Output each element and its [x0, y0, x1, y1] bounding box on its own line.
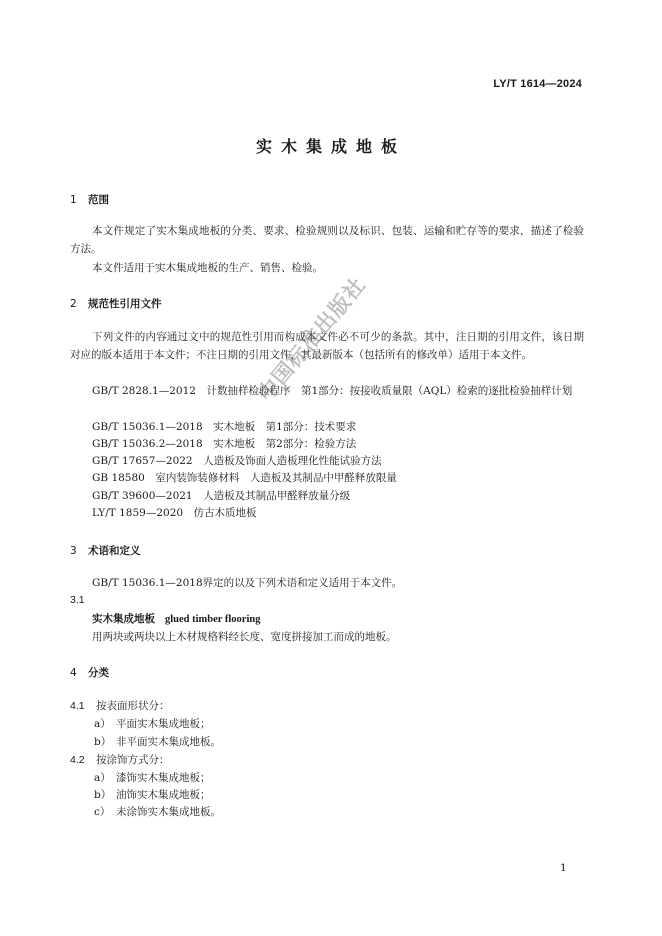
list-marker: b） [94, 789, 112, 801]
reference-item: GB/T 2828.1—2012 计数抽样检验程序 第1部分：按接收质量限（AQL）检索的逐批检验抽样计划 [92, 385, 573, 397]
section-title: 规范性引用文件 [88, 298, 162, 310]
list-text: 油饰实木集成地板； [116, 789, 211, 801]
section-title: 范围 [88, 194, 109, 206]
term-definition: 用两块或两块以上木材规格料经长度、宽度拼接加工而成的地板。 [92, 631, 397, 643]
list-item [94, 770, 211, 785]
subsection-4-2 [70, 752, 170, 767]
reference-item: GB/T 39600—2021 人造板及其制品甲醛释放量分级 [92, 490, 351, 502]
subsection-label: 按涂饰方式分： [96, 754, 170, 766]
list-marker: b） [94, 736, 112, 748]
section-title: 术语和定义 [88, 545, 141, 557]
section-number: 1 [70, 194, 77, 206]
section-3-heading [70, 543, 141, 558]
term-entry [92, 611, 260, 626]
section-4-heading [70, 665, 109, 680]
reference-item: GB/T 15036.2—2018 实木地板 第2部分：检验方法 [92, 438, 357, 450]
list-item [94, 804, 221, 819]
publisher-watermark: 中国标准出版社 [253, 272, 371, 406]
list-item [94, 787, 211, 802]
subsection-4-1 [70, 698, 170, 713]
section-title: 分类 [88, 667, 109, 679]
list-text: 未涂饰实木集成地板。 [116, 806, 221, 818]
section-2-heading [70, 296, 162, 311]
section-number: 4 [70, 667, 77, 679]
paragraph: 本文件规定了实木集成地板的分类、要求、检验规则以及标识、包装、运输和贮存等的要求，描述了检验方法。 [70, 225, 584, 255]
section-number: 2 [70, 298, 77, 310]
subsection-number: 4.1 [70, 700, 85, 712]
list-item [94, 716, 211, 731]
document-title: 实木集成地板 [255, 137, 406, 156]
list-marker: a） [94, 772, 111, 784]
paragraph: 下列文件的内容通过文中的规范性引用而构成本文件必不可少的条款。其中，注日期的引用文件，该日期对应的版本适用于本文件；不注日期的引用文件，其最新版本（包括所有的修改单）适用于本文件。 [70, 331, 584, 361]
section-number: 3 [70, 545, 77, 557]
term-chinese: 实木集成地板 [92, 613, 155, 625]
list-text: 非平面实木集成地板。 [116, 736, 221, 748]
list-text: 平面实木集成地板； [116, 718, 211, 730]
reference-item: GB/T 17657—2022 人造板及饰面人造板理化性能试验方法 [92, 455, 382, 467]
term-number: 3.1 [70, 594, 85, 606]
page-number: 1 [560, 862, 567, 874]
list-text: 漆饰实木集成地板； [116, 772, 211, 784]
list-marker: c） [94, 806, 111, 818]
reference-item: GB/T 15036.1—2018 实木地板 第1部分：技术要求 [92, 421, 357, 433]
reference-item: GB 18580 室内装饰装修材料 人造板及其制品中甲醛释放限量 [92, 472, 397, 484]
list-item [94, 734, 221, 749]
list-marker: a） [94, 718, 111, 730]
section-1-heading [70, 192, 109, 207]
reference-item: LY/T 1859—2020 仿古木质地板 [92, 507, 257, 519]
standard-code: LY/T 1614—2024 [493, 78, 582, 90]
paragraph: 本文件适用于实木集成地板的生产、销售、检验。 [92, 262, 323, 274]
subsection-label: 按表面形状分： [96, 700, 170, 712]
term-english: glued timber flooring [165, 614, 261, 625]
paragraph: GB/T 15036.1—2018界定的以及下列术语和定义适用于本文件。 [92, 577, 403, 589]
subsection-number: 4.2 [70, 754, 85, 766]
